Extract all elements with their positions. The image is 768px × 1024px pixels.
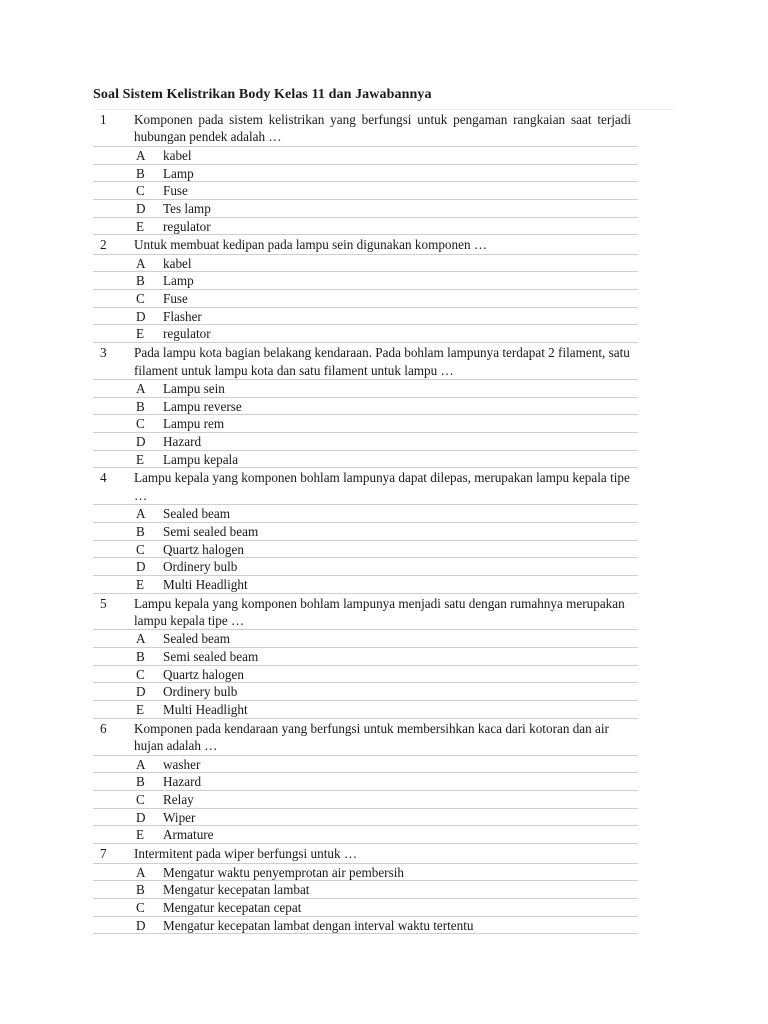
option-letter: E <box>136 326 145 342</box>
question-row <box>93 343 638 380</box>
option-text: Lampu sein <box>163 380 225 396</box>
question-text: Pada lampu kota bagian belakang kendaraan. Pada bohlam lampunya terdapat 2 filament, satu filament untuk lampu kota dan satu filament untuk lampu … <box>134 345 630 378</box>
option-text: Multi Headlight <box>163 576 248 592</box>
option-letter: B <box>136 774 145 790</box>
option-text: Mengatur kecepatan cepat <box>163 899 302 915</box>
option-row <box>93 826 638 844</box>
option-letter: D <box>136 308 146 324</box>
option-text: Fuse <box>163 183 188 199</box>
option-row <box>93 809 638 827</box>
option-row <box>93 165 638 183</box>
option-letter: D <box>136 684 146 700</box>
option-text: regulator <box>163 218 211 234</box>
question-row <box>93 235 638 254</box>
option-text: Lamp <box>163 165 194 181</box>
option-row <box>93 701 638 719</box>
option-text: Ordinery bulb <box>163 559 238 575</box>
question-text: Intermitent pada wiper berfungsi untuk … <box>134 846 358 862</box>
question-row <box>93 594 638 631</box>
option-text: Lampu rem <box>163 416 225 432</box>
option-letter: E <box>136 451 145 467</box>
question-row <box>93 468 638 505</box>
option-letter: B <box>136 649 145 665</box>
option-row <box>93 505 638 523</box>
option-row <box>93 290 638 308</box>
option-letter: E <box>136 576 145 592</box>
question-number: 1 <box>100 112 107 127</box>
option-text: Mengatur kecepatan lambat <box>163 882 310 898</box>
question-number: 3 <box>100 345 107 361</box>
option-text: Lampu reverse <box>163 398 242 414</box>
option-text: Hazard <box>163 774 202 790</box>
question-number: 7 <box>100 846 107 862</box>
question-number: 6 <box>100 720 107 736</box>
question-table <box>93 110 638 934</box>
option-row <box>93 200 638 218</box>
option-row <box>93 451 638 469</box>
question-row <box>93 844 638 863</box>
option-text: Quartz halogen <box>163 666 244 682</box>
option-text: Mengatur waktu penyemprotan air pembersih <box>163 864 404 880</box>
option-letter: C <box>136 792 145 808</box>
option-letter: C <box>136 416 145 432</box>
option-row <box>93 791 638 809</box>
option-text: Hazard <box>163 433 202 449</box>
option-text: kabel <box>163 147 192 163</box>
option-letter: D <box>136 559 146 575</box>
option-text: Sealed beam <box>163 631 231 647</box>
option-text: regulator <box>163 326 211 342</box>
option-text: Sealed beam <box>163 506 231 522</box>
option-text: Fuse <box>163 291 188 307</box>
option-letter: B <box>136 398 145 414</box>
option-text: Relay <box>163 792 194 808</box>
option-letter: D <box>136 433 146 449</box>
option-row <box>93 773 638 791</box>
option-text: Semi sealed beam <box>163 649 259 665</box>
option-row <box>93 433 638 451</box>
option-letter: A <box>136 255 146 271</box>
option-row <box>93 666 638 684</box>
option-text: Semi sealed beam <box>163 523 259 539</box>
option-letter: B <box>136 165 145 181</box>
question-number: 4 <box>100 470 107 486</box>
option-row <box>93 899 638 917</box>
option-row <box>93 255 638 273</box>
option-row <box>93 147 638 165</box>
option-row <box>93 881 638 899</box>
option-row <box>93 683 638 701</box>
question-text: Untuk membuat kedipan pada lampu sein digunakan komponen … <box>134 237 488 253</box>
option-text: Lampu kepala <box>163 451 239 467</box>
option-row <box>93 182 638 200</box>
question-text: Lampu kepala yang komponen bohlam lampunya dapat dilepas, merupakan lampu kepala tipe … <box>134 470 630 503</box>
option-letter: B <box>136 523 145 539</box>
option-row <box>93 576 638 594</box>
option-row <box>93 308 638 326</box>
option-row <box>93 917 638 935</box>
option-text: Tes lamp <box>163 200 211 216</box>
question-text: Komponen pada sistem kelistrikan yang berfungsi untuk pengaman rangkaian saat terjadi hubungan pendek adalah … <box>134 112 631 145</box>
option-letter: C <box>136 183 145 199</box>
option-letter: C <box>136 291 145 307</box>
option-letter: D <box>136 200 146 216</box>
option-row <box>93 630 638 648</box>
question-text: Lampu kepala yang komponen bohlam lampunya menjadi satu dengan rumahnya merupakan lampu kepala tipe … <box>134 595 625 628</box>
option-letter: E <box>136 827 145 843</box>
option-letter: A <box>136 864 146 880</box>
option-text: Flasher <box>163 308 202 324</box>
question-number: 2 <box>100 237 107 253</box>
option-text: Lamp <box>163 273 194 289</box>
option-row <box>93 541 638 559</box>
option-letter: A <box>136 506 146 522</box>
option-row <box>93 380 638 398</box>
option-text: Wiper <box>163 809 196 825</box>
option-letter: A <box>136 756 146 772</box>
option-letter: A <box>136 631 146 647</box>
option-text: Multi Headlight <box>163 702 248 718</box>
option-row <box>93 415 638 433</box>
option-row <box>93 648 638 666</box>
option-text: Armature <box>163 827 214 843</box>
option-letter: A <box>136 380 146 396</box>
document-title: Soal Sistem Kelistrikan Body Kelas 11 dan Jawabannya <box>93 87 432 102</box>
option-row <box>93 272 638 290</box>
option-letter: B <box>136 882 145 898</box>
option-row <box>93 864 638 882</box>
option-letter: B <box>136 273 145 289</box>
option-text: kabel <box>163 255 192 271</box>
option-letter: E <box>136 702 145 718</box>
option-letter: D <box>136 917 146 933</box>
option-text: Mengatur kecepatan lambat dengan interval waktu tertentu <box>163 917 474 933</box>
option-letter: A <box>136 147 146 163</box>
option-letter: E <box>136 218 145 234</box>
option-letter: D <box>136 809 146 825</box>
option-text: Ordinery bulb <box>163 684 238 700</box>
option-row <box>93 558 638 576</box>
question-text: Komponen pada kendaraan yang berfungsi untuk membersihkan kaca dari kotoran dan air hujan adalah … <box>134 720 609 754</box>
question-row <box>93 719 638 756</box>
option-row <box>93 218 638 236</box>
option-row <box>93 398 638 416</box>
question-number: 5 <box>100 595 107 611</box>
option-letter: C <box>136 899 145 915</box>
option-row <box>93 325 638 343</box>
option-letter: C <box>136 666 145 682</box>
option-text: Quartz halogen <box>163 541 244 557</box>
question-row <box>93 110 638 147</box>
option-row <box>93 756 638 774</box>
option-letter: C <box>136 541 145 557</box>
option-row <box>93 523 638 541</box>
option-text: washer <box>163 756 201 772</box>
